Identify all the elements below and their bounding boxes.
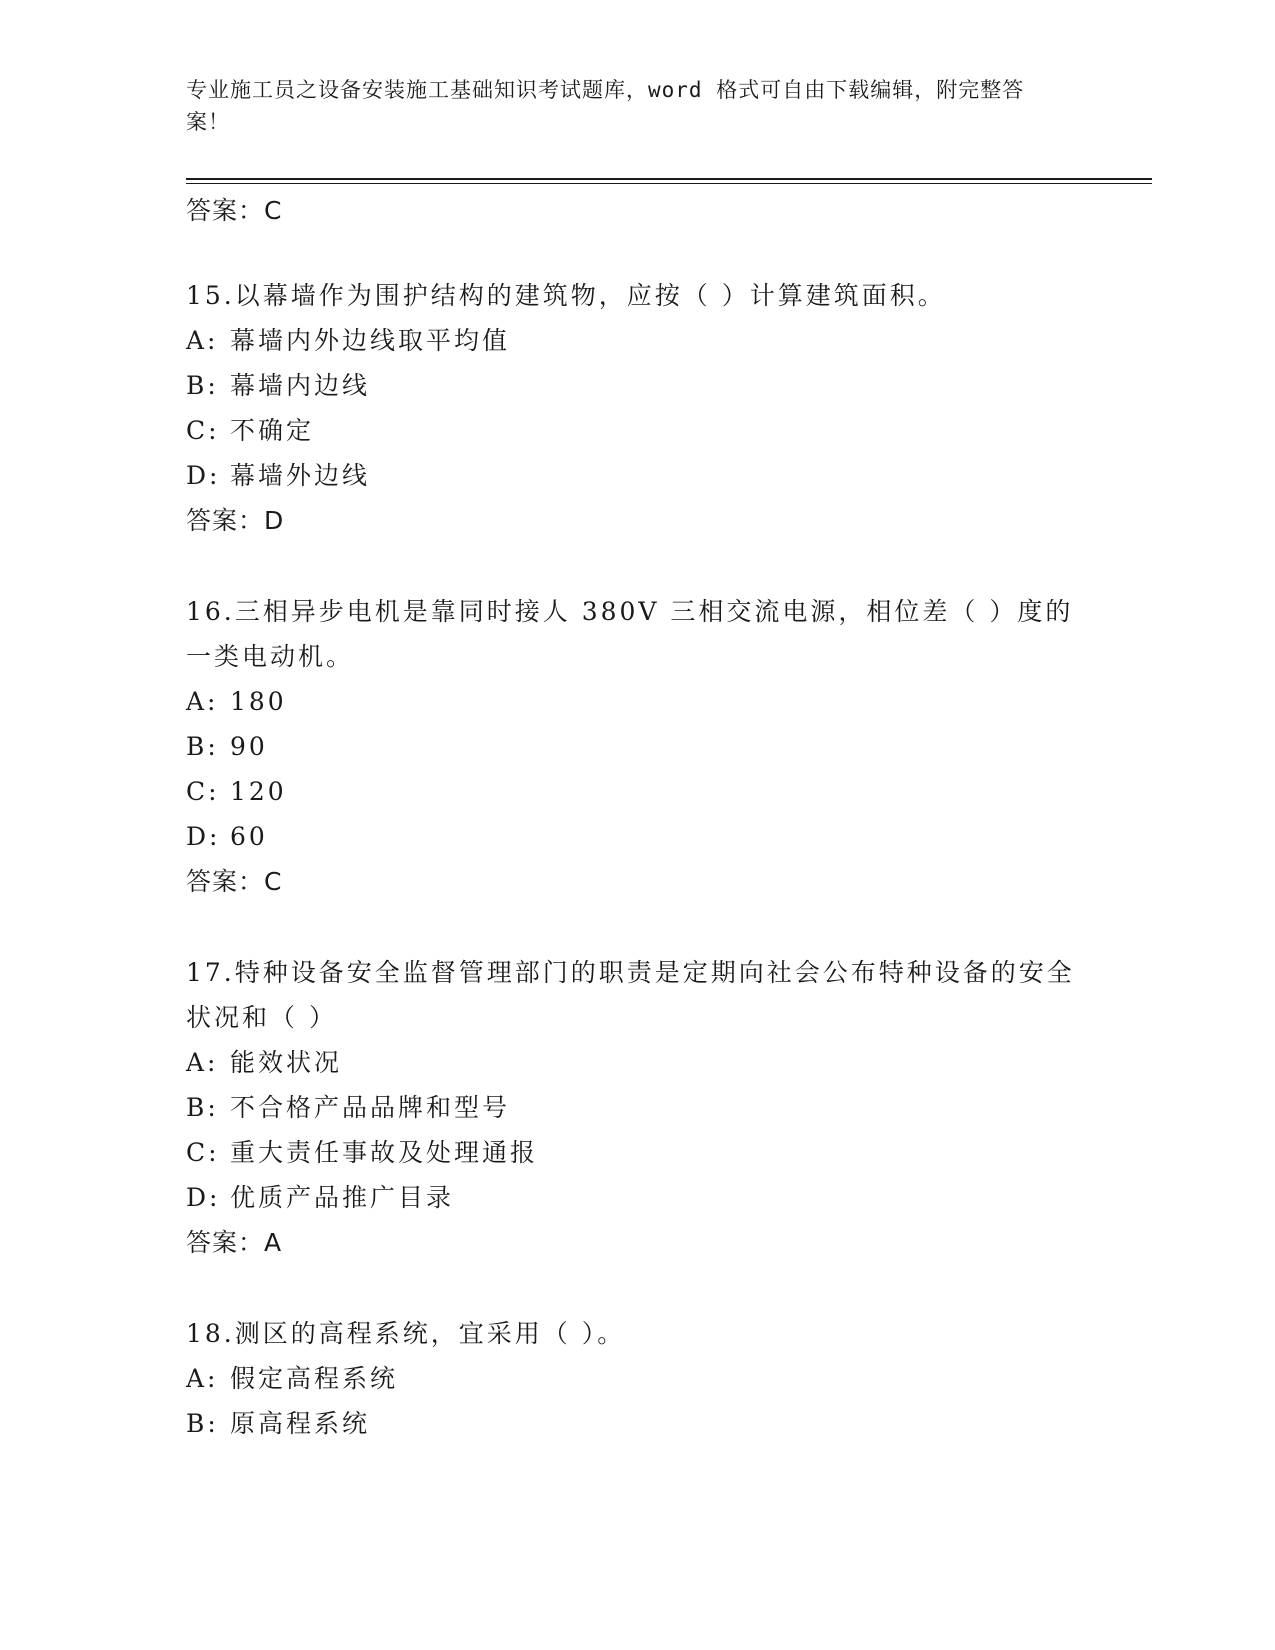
option-text: 不确定 xyxy=(230,416,315,445)
option-text: 120 xyxy=(230,777,287,806)
option-text: 幕墙外边线 xyxy=(230,461,371,490)
option-a xyxy=(186,1356,1086,1401)
option-a xyxy=(186,1040,1086,1085)
option-key: C: xyxy=(186,416,220,445)
option-text: 假定高程系统 xyxy=(230,1364,399,1393)
option-a xyxy=(186,318,1086,363)
header-divider-thin xyxy=(186,183,1152,184)
header-divider-thick xyxy=(186,178,1152,180)
option-key: C: xyxy=(186,777,220,806)
question-17 xyxy=(186,950,1086,1265)
option-key: B: xyxy=(186,1409,219,1438)
question-16 xyxy=(186,589,1086,904)
answer-line: 答案：C xyxy=(186,867,283,896)
option-key: A: xyxy=(186,687,219,716)
option-text: 能效状况 xyxy=(230,1048,343,1077)
option-key: A: xyxy=(186,1364,219,1393)
option-key: A: xyxy=(186,326,219,355)
option-d xyxy=(186,814,1086,859)
option-key: B: xyxy=(186,732,219,761)
option-text: 60 xyxy=(230,822,268,851)
option-text: 幕墙内边线 xyxy=(230,371,371,400)
question-18 xyxy=(186,1311,1086,1446)
option-text: 优质产品推广目录 xyxy=(230,1183,455,1212)
option-a xyxy=(186,679,1086,724)
answer-line: 答案：A xyxy=(186,1228,283,1257)
answer-line: 答案：D xyxy=(186,506,285,535)
question-stem: 17.特种设备安全监督管理部门的职责是定期向社会公布特种设备的安全状况和（ ） xyxy=(186,958,1075,1032)
option-key: C: xyxy=(186,1138,220,1167)
option-key: D: xyxy=(186,461,221,490)
option-key: D: xyxy=(186,822,221,851)
question-list xyxy=(186,188,1086,1492)
option-d xyxy=(186,453,1086,498)
option-text: 90 xyxy=(230,732,268,761)
previous-answer: 答案：C xyxy=(186,196,283,225)
option-b xyxy=(186,724,1086,769)
option-key: D: xyxy=(186,1183,221,1212)
document-header: 专业施工员之设备安装施工基础知识考试题库，word 格式可自由下载编辑，附完整答案！ xyxy=(186,78,1025,134)
option-c xyxy=(186,769,1086,814)
option-c xyxy=(186,1130,1086,1175)
option-b xyxy=(186,363,1086,408)
option-key: A: xyxy=(186,1048,219,1077)
option-text: 不合格产品品牌和型号 xyxy=(230,1093,511,1122)
option-key: B: xyxy=(186,1093,219,1122)
option-c xyxy=(186,408,1086,453)
option-b xyxy=(186,1401,1086,1446)
question-stem: 18.测区的高程系统，宜采用（ ）。 xyxy=(186,1319,626,1348)
option-d xyxy=(186,1175,1086,1220)
option-text: 重大责任事故及处理通报 xyxy=(230,1138,539,1167)
question-stem: 15.以幕墙作为围护结构的建筑物，应按（ ）计算建筑面积。 xyxy=(186,281,946,310)
option-text: 180 xyxy=(230,687,287,716)
option-key: B: xyxy=(186,371,219,400)
question-15 xyxy=(186,273,1086,543)
option-b xyxy=(186,1085,1086,1130)
question-stem: 16.三相异步电机是靠同时接人 380V 三相交流电源，相位差（ ）度的一类电动机。 xyxy=(186,597,1074,671)
option-text: 原高程系统 xyxy=(230,1409,371,1438)
option-text: 幕墙内外边线取平均值 xyxy=(230,326,511,355)
